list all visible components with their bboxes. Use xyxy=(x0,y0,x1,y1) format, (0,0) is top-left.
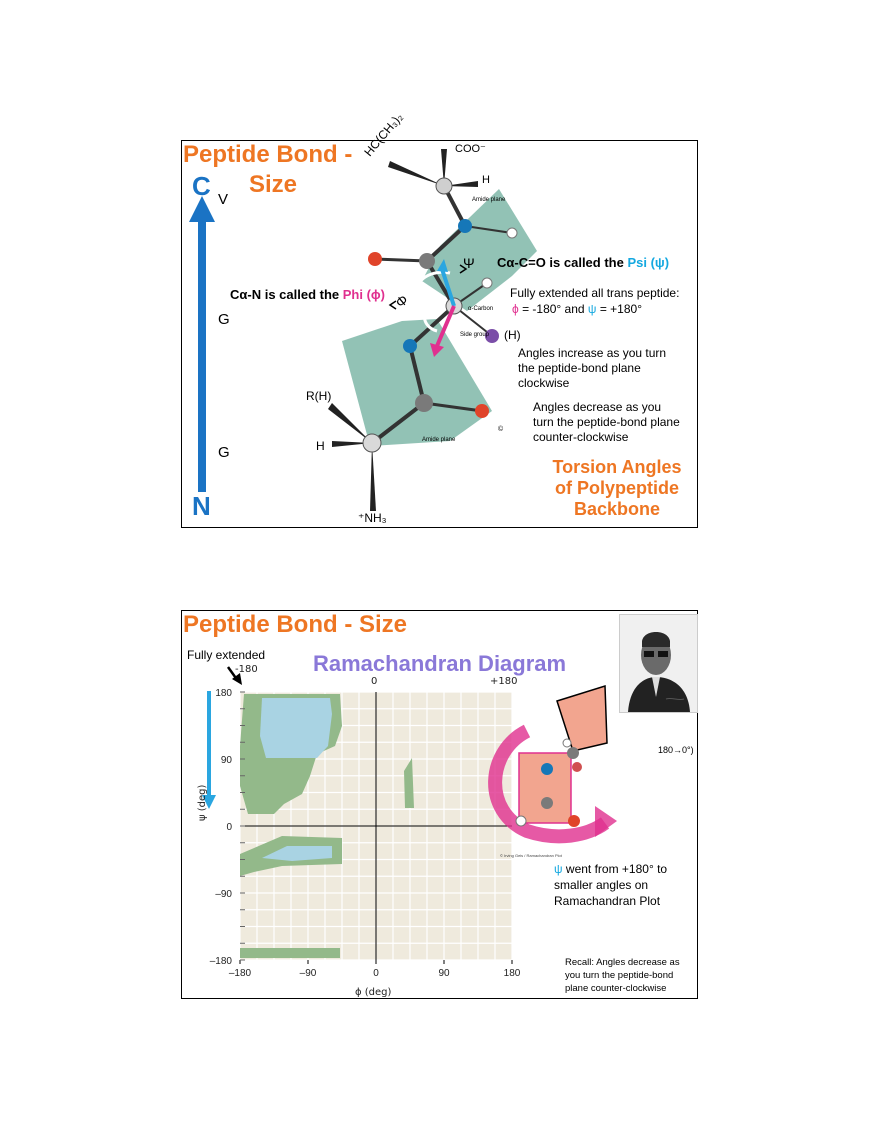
mol-hc-label: HC(CH₃)₂ xyxy=(361,110,406,159)
torsion-angles-title: Torsion Angles of Polypeptide Backbone xyxy=(552,457,682,519)
illustration-copyright: © Irving Geis / Ramachandran Plot xyxy=(500,853,562,858)
y-axis-label: ψ (deg) xyxy=(197,784,208,821)
residue-v-label: V xyxy=(218,191,229,208)
mol-side-group-label: Side group xyxy=(460,332,490,338)
angles-increase-text: Angles increase as you turn the peptide-bond plane clockwise xyxy=(518,346,667,390)
x-tick-label: –90 xyxy=(299,968,317,979)
y-tick-label: –90 xyxy=(215,889,232,900)
residue-g2-label: G xyxy=(218,444,230,461)
y-tick-label: 90 xyxy=(220,755,232,766)
slide-torsion-angles xyxy=(181,110,698,528)
y-tick-label: –180 xyxy=(209,956,232,967)
angles-decrease-text: Angles decrease as you turn the peptide-bond plane counter-clockwise xyxy=(533,400,680,444)
mol-alpha-carbon-label: α-Carbon xyxy=(468,306,494,312)
mol-h-top-label: H xyxy=(482,174,490,186)
y-tick-label: 180 xyxy=(215,688,232,699)
peptide-rotation-illustration xyxy=(487,681,617,851)
c-to-n-axis-arrow xyxy=(188,196,216,516)
mol-h-bottom-label: H xyxy=(316,439,325,453)
mol-h-paren-label: (H) xyxy=(504,328,521,342)
mol-coo-label: COO⁻ xyxy=(455,143,486,155)
x-tick-label: –180 xyxy=(228,968,252,979)
mol-amide-top-label: Amide plane xyxy=(472,197,506,203)
ramachandran-title: Ramachandran Diagram xyxy=(313,651,567,676)
fully-extended-line2: ϕ = -180° and ψ = +180° xyxy=(512,302,642,316)
phi-definition: Cα-N is called the Phi (ϕ) xyxy=(230,287,385,302)
beta-region-core xyxy=(260,698,332,758)
x-tick-label: 90 xyxy=(438,968,450,979)
carbon-atom xyxy=(436,178,452,194)
top-axis-plus180: +180 xyxy=(490,676,518,687)
top-axis-minus180: -180 xyxy=(235,664,258,675)
carbonyl-carbon-atom xyxy=(419,253,435,269)
psi-symbol: Ψ xyxy=(463,255,475,271)
fully-extended-label: Fully extended xyxy=(187,648,266,662)
oxygen-atom xyxy=(368,252,382,266)
slide1-title-line1: Peptide Bond - xyxy=(183,141,353,168)
mol-nh3-label: ⁺NH₃ xyxy=(358,511,387,525)
slide-ramachandran xyxy=(181,610,698,999)
x-tick-label: 0 xyxy=(373,968,379,979)
phi-symbol: Φ xyxy=(392,291,412,311)
top-axis-zero: 0 xyxy=(371,676,378,687)
x-tick-label: 180 xyxy=(503,968,521,979)
mol-rh-label: R(H) xyxy=(306,389,332,403)
x-axis-label: ϕ (deg) xyxy=(355,987,392,998)
rotation-label: 180→0°) xyxy=(658,745,694,755)
ramachandran-plot xyxy=(192,686,522,996)
slide1-title-line2: Size xyxy=(249,171,298,198)
copyright-symbol: © xyxy=(498,426,504,433)
ramachandran-portrait xyxy=(619,614,698,713)
bottom-band-region xyxy=(240,948,340,958)
portrait-photo xyxy=(620,615,697,712)
psi-went-text: ψ went from +180° to smaller angles on Ramachandran Plot xyxy=(554,862,668,908)
nitrogen-atom xyxy=(458,219,472,233)
axis-n-label: N xyxy=(192,491,211,521)
fully-extended-line1: Fully extended all trans peptide: xyxy=(510,286,680,300)
y-tick-label: 0 xyxy=(226,822,232,833)
psi-definition: Cα-C=O is called the Psi (ψ) xyxy=(497,255,670,270)
residue-g1-label: G xyxy=(218,311,230,328)
mol-amide-bottom-label: Amide plane xyxy=(422,437,456,443)
recall-text: Recall: Angles decrease as you turn the peptide-bond plane counter-clockwise xyxy=(565,957,680,994)
axis-c-label: C xyxy=(192,171,211,201)
slide2-title: Peptide Bond - Size xyxy=(183,611,408,638)
